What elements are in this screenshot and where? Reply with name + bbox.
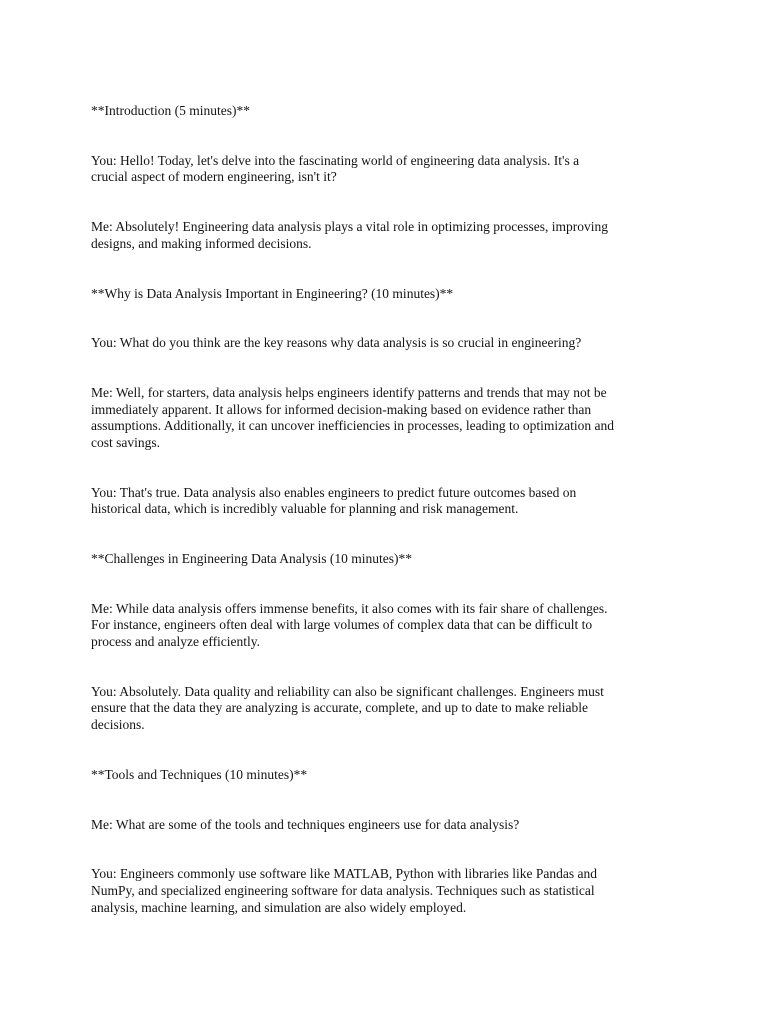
- dialogue-paragraph: [91, 866, 768, 916]
- text-line: You: Absolutely. Data quality and reliability can also be significant challenges. Engineers must: [91, 683, 604, 699]
- section-heading-introduction: [91, 103, 768, 120]
- text-line: designs, and making informed decisions.: [91, 235, 312, 251]
- dialogue-paragraph: [91, 817, 768, 834]
- dialogue-paragraph: [91, 684, 768, 734]
- dialogue-paragraph: [91, 485, 768, 518]
- text-line: analysis, machine learning, and simulation are also widely employed.: [91, 899, 467, 915]
- text-line: For instance, engineers often deal with large volumes of complex data that can be difficult to: [91, 617, 593, 633]
- text-line: Me: Well, for starters, data analysis helps engineers identify patterns and trends that may not be: [91, 385, 607, 401]
- text-line: cost savings.: [91, 434, 160, 450]
- dialogue-paragraph: [91, 153, 768, 186]
- text-line: **Why is Data Analysis Important in Engineering? (10 minutes)**: [91, 285, 454, 301]
- text-line: You: Hello! Today, let's delve into the fascinating world of engineering data analysis. It's a: [91, 152, 580, 168]
- text-line: process and analyze efficiently.: [91, 634, 261, 649]
- text-line: Me: While data analysis offers immense benefits, it also comes with its fair share of challenges.: [91, 600, 608, 616]
- section-heading-challenges: [91, 551, 768, 568]
- dialogue-paragraph: [91, 219, 768, 252]
- dialogue-paragraph: [91, 601, 768, 651]
- text-line: decisions.: [91, 716, 145, 732]
- text-line: immediately apparent. It allows for informed decision-making based on evidence rather than: [91, 401, 592, 417]
- section-heading-tools: [91, 767, 768, 784]
- dialogue-paragraph: [91, 335, 768, 352]
- section-heading-importance: [91, 286, 768, 303]
- text-line: historical data, which is incredibly valuable for planning and risk management.: [91, 501, 519, 517]
- text-line: ensure that the data they are analyzing is accurate, complete, and up to date to make reliable: [91, 700, 589, 716]
- text-line: Me: Absolutely! Engineering data analysis plays a vital role in optimizing processes, improving: [91, 219, 609, 235]
- dialogue-paragraph: [91, 385, 768, 451]
- text-line: **Introduction (5 minutes)**: [91, 103, 250, 118]
- text-line: crucial aspect of modern engineering, isn't it?: [91, 169, 337, 185]
- text-line: **Tools and Techniques (10 minutes)**: [91, 766, 308, 782]
- text-line: Me: What are some of the tools and techniques engineers use for data analysis?: [91, 816, 520, 832]
- text-line: You: What do you think are the key reasons why data analysis is so crucial in engineering?: [91, 335, 582, 351]
- text-line: NumPy, and specialized engineering software for data analysis. Techniques such as statistical: [91, 882, 595, 898]
- text-line: **Challenges in Engineering Data Analysis (10 minutes)**: [91, 551, 412, 567]
- text-line: assumptions. Additionally, it can uncover inefficiencies in processes, leading to optimization and: [91, 418, 615, 434]
- text-line: You: That's true. Data analysis also enables engineers to predict future outcomes based on: [91, 484, 577, 500]
- text-line: You: Engineers commonly use software like MATLAB, Python with libraries like Pandas and: [91, 866, 597, 882]
